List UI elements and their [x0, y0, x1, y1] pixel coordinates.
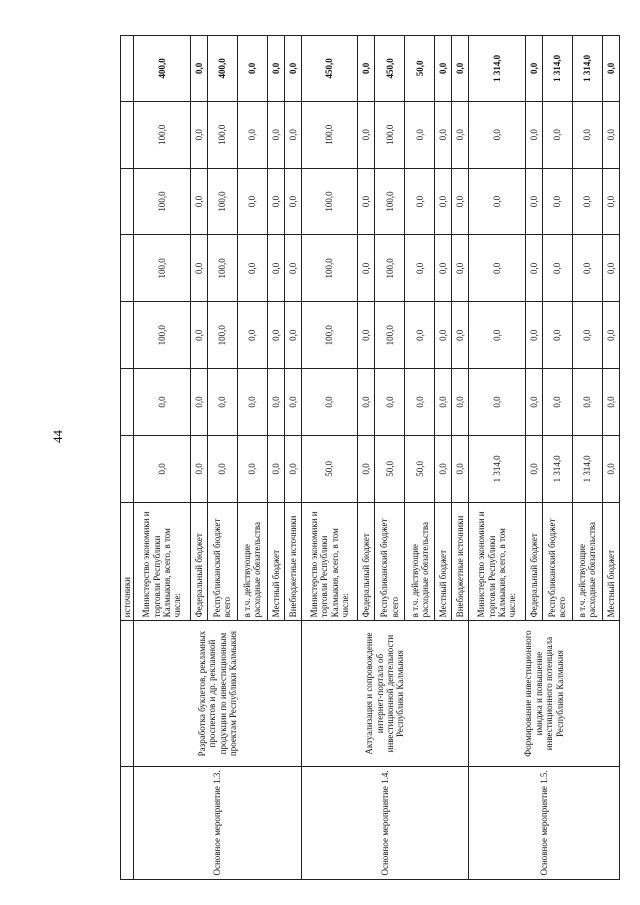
- value-cell: 0,0: [190, 168, 207, 235]
- source-cell: в т.ч. действующие расходные обязательства: [405, 502, 435, 621]
- value-cell: 0,0: [405, 302, 435, 369]
- value-cell: 0,0: [525, 168, 542, 235]
- table-row: [469, 36, 525, 880]
- value-cell: 0,0: [284, 168, 301, 235]
- value-cell: 0,0: [572, 369, 602, 436]
- value-cell: 100,0: [207, 101, 237, 168]
- continuation-cell: [121, 621, 134, 767]
- value-cell: 0,0: [190, 435, 207, 502]
- value-cell: 0,0: [602, 369, 619, 436]
- value-cell: 0,0: [602, 302, 619, 369]
- table-body: [121, 36, 620, 880]
- source-cell: Местный бюджет: [435, 502, 452, 621]
- value-cell: 0,0: [542, 302, 572, 369]
- value-cell: 0,0: [602, 235, 619, 302]
- value-cell: 0,0: [435, 369, 452, 436]
- value-cell: 0,0: [525, 369, 542, 436]
- event-cell: Основное мероприятие 1.5.: [469, 766, 620, 879]
- value-cell: 0,0: [572, 168, 602, 235]
- value-cell: 0,0: [469, 235, 525, 302]
- value-cell: 0,0: [237, 101, 267, 168]
- rotated-page-content: [120, 35, 620, 880]
- value-cell: 100,0: [207, 302, 237, 369]
- value-cell: 100,0: [375, 168, 405, 235]
- value-cell: 0,0: [525, 302, 542, 369]
- value-cell: 0,0: [405, 235, 435, 302]
- value-cell: 0,0: [190, 235, 207, 302]
- table-row: [301, 36, 357, 880]
- activity-cell: Разработка буклетов, рекламных проспектов и др. рекламной продукции по инвестиционным проектам Республики Калмыкия: [134, 621, 301, 767]
- value-cell: 0,0: [358, 302, 375, 369]
- source-cell: Внебюджетные источники: [452, 502, 469, 621]
- value-cell: 0,0: [452, 168, 469, 235]
- value-cell: 0,0: [525, 435, 542, 502]
- value-cell: 0,0: [190, 101, 207, 168]
- source-cell: источники: [121, 502, 134, 621]
- value-cell: 0,0: [452, 369, 469, 436]
- value-cell: 0,0: [602, 101, 619, 168]
- value-cell: 1 314,0: [572, 435, 602, 502]
- source-cell: в т.ч. действующие расходные обязательства: [572, 502, 602, 621]
- event-cell: Основное мероприятие 1.3.: [134, 766, 301, 879]
- value-cell: 100,0: [134, 168, 190, 235]
- value-cell: 100,0: [134, 235, 190, 302]
- total-cell: 0,0: [237, 36, 267, 102]
- value-cell: 0,0: [525, 235, 542, 302]
- budget-table: [120, 35, 620, 880]
- value-cell: 100,0: [375, 235, 405, 302]
- value-cell: [121, 168, 134, 235]
- value-cell: 0,0: [284, 101, 301, 168]
- value-cell: 0,0: [284, 369, 301, 436]
- value-cell: 0,0: [134, 435, 190, 502]
- value-cell: 100,0: [134, 101, 190, 168]
- value-cell: 0,0: [525, 101, 542, 168]
- activity-cell: Актуализация и сопровождение интернет-портала об инвестиционной деятельности Республики Калмыкия: [301, 621, 468, 767]
- value-cell: 0,0: [375, 369, 405, 436]
- source-cell: Федеральный бюджет: [190, 502, 207, 621]
- value-cell: 0,0: [452, 435, 469, 502]
- value-cell: 100,0: [301, 235, 357, 302]
- total-cell: 0,0: [452, 36, 469, 102]
- value-cell: 100,0: [207, 168, 237, 235]
- value-cell: 0,0: [405, 168, 435, 235]
- value-cell: 50,0: [301, 435, 357, 502]
- total-cell: 0,0: [602, 36, 619, 102]
- value-cell: 0,0: [267, 435, 284, 502]
- value-cell: 0,0: [572, 235, 602, 302]
- value-cell: 0,0: [469, 168, 525, 235]
- continuation-cell: [121, 766, 134, 879]
- value-cell: 0,0: [358, 435, 375, 502]
- value-cell: 100,0: [134, 302, 190, 369]
- value-cell: 50,0: [375, 435, 405, 502]
- value-cell: 1 314,0: [469, 435, 525, 502]
- total-cell: 1 314,0: [572, 36, 602, 102]
- value-cell: [121, 235, 134, 302]
- value-cell: 0,0: [572, 101, 602, 168]
- source-cell: Министерство экономики и торговли Республики Калмыкия, всего, в том числе:: [134, 502, 190, 621]
- table-row: [134, 36, 190, 880]
- event-cell: Основное мероприятие 1.4.: [301, 766, 468, 879]
- value-cell: 0,0: [207, 369, 237, 436]
- value-cell: [121, 369, 134, 436]
- value-cell: 0,0: [542, 369, 572, 436]
- value-cell: 0,0: [602, 168, 619, 235]
- value-cell: 100,0: [301, 168, 357, 235]
- total-cell: 450,0: [375, 36, 405, 102]
- value-cell: 0,0: [469, 101, 525, 168]
- value-cell: 0,0: [267, 168, 284, 235]
- value-cell: 0,0: [284, 435, 301, 502]
- value-cell: 100,0: [375, 101, 405, 168]
- value-cell: 0,0: [284, 302, 301, 369]
- total-cell: 0,0: [267, 36, 284, 102]
- value-cell: 0,0: [452, 101, 469, 168]
- value-cell: 0,0: [267, 101, 284, 168]
- value-cell: 0,0: [602, 435, 619, 502]
- value-cell: 100,0: [301, 302, 357, 369]
- value-cell: 0,0: [405, 369, 435, 436]
- total-cell: 400,0: [134, 36, 190, 102]
- source-cell: Министерство экономики и торговли Республики Калмыкия, всего, в том числе:: [469, 502, 525, 621]
- value-cell: [121, 302, 134, 369]
- value-cell: 0,0: [435, 101, 452, 168]
- value-cell: 0,0: [207, 435, 237, 502]
- activity-cell: Формирование инвестиционного имиджа и повышение инвестиционного потенциала Республики Калмыкия: [469, 621, 620, 767]
- value-cell: 0,0: [190, 369, 207, 436]
- value-cell: 0,0: [301, 369, 357, 436]
- value-cell: 0,0: [237, 235, 267, 302]
- page-number: 44: [50, 430, 65, 443]
- value-cell: 0,0: [435, 168, 452, 235]
- source-cell: Местный бюджет: [267, 502, 284, 621]
- value-cell: 0,0: [469, 302, 525, 369]
- total-cell: 1 314,0: [469, 36, 525, 102]
- total-cell: 0,0: [358, 36, 375, 102]
- source-cell: Федеральный бюджет: [358, 502, 375, 621]
- value-cell: 0,0: [435, 235, 452, 302]
- value-cell: 100,0: [301, 101, 357, 168]
- value-cell: 0,0: [237, 168, 267, 235]
- source-cell: Республиканский бюджет всего: [207, 502, 237, 621]
- total-cell: 0,0: [284, 36, 301, 102]
- value-cell: 100,0: [375, 302, 405, 369]
- value-cell: 100,0: [207, 235, 237, 302]
- value-cell: 0,0: [237, 435, 267, 502]
- value-cell: 0,0: [542, 168, 572, 235]
- source-cell: Местный бюджет: [602, 502, 619, 621]
- total-cell: [121, 36, 134, 102]
- value-cell: 0,0: [572, 302, 602, 369]
- value-cell: 0,0: [405, 101, 435, 168]
- source-cell: Республиканский бюджет всего: [375, 502, 405, 621]
- value-cell: 0,0: [190, 302, 207, 369]
- source-cell: Федеральный бюджет: [525, 502, 542, 621]
- table-row-continuation: [121, 36, 134, 880]
- total-cell: 0,0: [525, 36, 542, 102]
- total-cell: 0,0: [435, 36, 452, 102]
- total-cell: 1 314,0: [542, 36, 572, 102]
- value-cell: 0,0: [237, 302, 267, 369]
- total-cell: 50,0: [405, 36, 435, 102]
- source-cell: Внебюджетные источники: [284, 502, 301, 621]
- value-cell: 0,0: [267, 302, 284, 369]
- total-cell: 0,0: [190, 36, 207, 102]
- value-cell: 0,0: [542, 101, 572, 168]
- value-cell: 0,0: [358, 101, 375, 168]
- value-cell: 0,0: [358, 168, 375, 235]
- value-cell: 0,0: [358, 235, 375, 302]
- value-cell: 0,0: [435, 435, 452, 502]
- value-cell: 0,0: [267, 235, 284, 302]
- value-cell: 0,0: [284, 235, 301, 302]
- value-cell: 0,0: [542, 235, 572, 302]
- source-cell: Республиканский бюджет всего: [542, 502, 572, 621]
- value-cell: 0,0: [469, 369, 525, 436]
- value-cell: 0,0: [358, 369, 375, 436]
- value-cell: [121, 435, 134, 502]
- value-cell: 0,0: [134, 369, 190, 436]
- source-cell: в т.ч. действующие расходные обязательства: [237, 502, 267, 621]
- total-cell: 400,0: [207, 36, 237, 102]
- value-cell: 0,0: [435, 302, 452, 369]
- value-cell: 1 314,0: [542, 435, 572, 502]
- value-cell: 0,0: [452, 302, 469, 369]
- value-cell: 0,0: [267, 369, 284, 436]
- value-cell: 0,0: [237, 369, 267, 436]
- value-cell: [121, 101, 134, 168]
- value-cell: 50,0: [405, 435, 435, 502]
- source-cell: Министерство экономики и торговли Республики Калмыкия, всего, в том числе:: [301, 502, 357, 621]
- value-cell: 0,0: [452, 235, 469, 302]
- total-cell: 450,0: [301, 36, 357, 102]
